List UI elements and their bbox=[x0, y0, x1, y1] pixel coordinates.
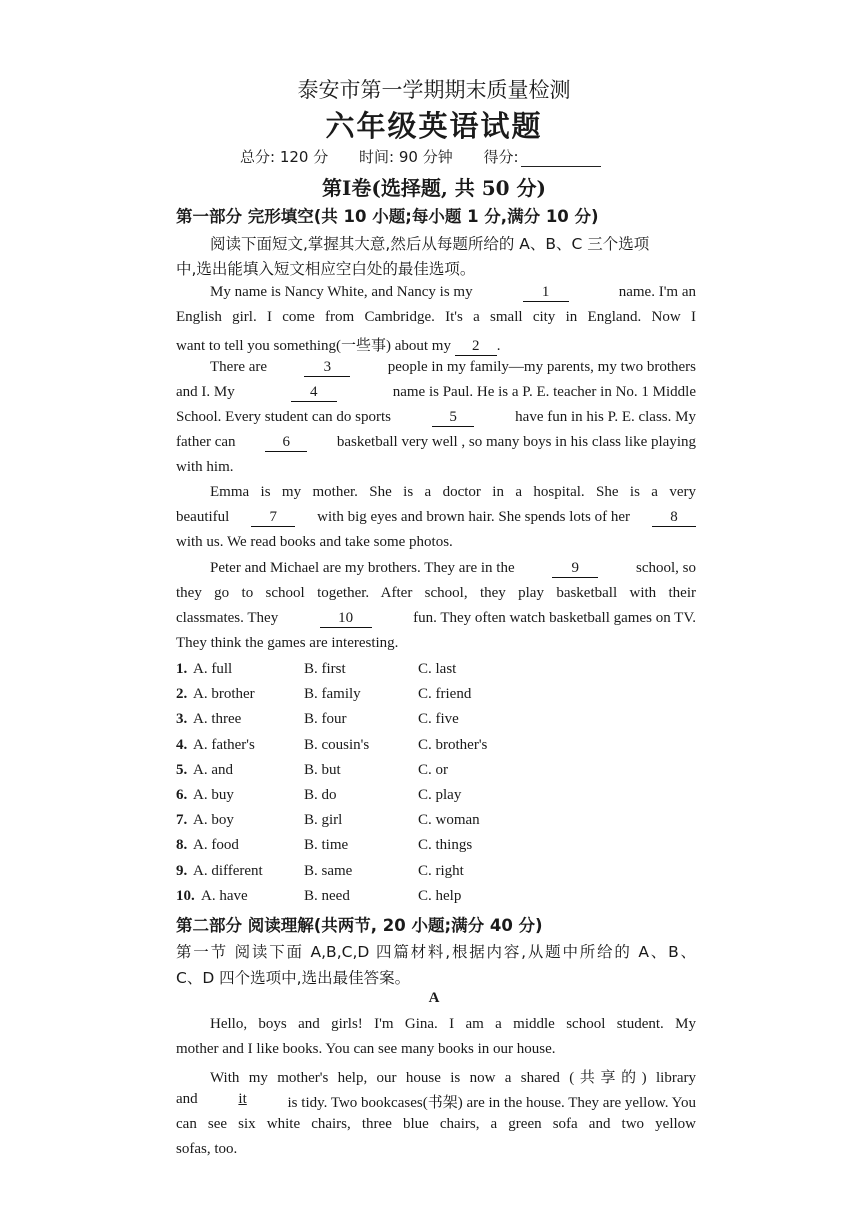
option-c[interactable]: C. brother's bbox=[418, 737, 488, 753]
p2-text: name is Paul. He is a P. E. teacher in No. 1 Middle bbox=[392, 384, 696, 400]
option-number: 5. bbox=[176, 762, 188, 778]
option-a[interactable]: A. boy bbox=[193, 812, 234, 828]
blank-10[interactable]: 10 bbox=[320, 610, 372, 628]
p3-text: beautiful bbox=[176, 509, 230, 525]
p4-text: classmates. They bbox=[176, 610, 279, 626]
blank-9[interactable]: 9 bbox=[552, 560, 598, 578]
option-c[interactable]: C. friend bbox=[418, 686, 472, 702]
option-a[interactable]: A. full bbox=[193, 661, 233, 677]
p4-line2: they go to school together. After school, they play basketball with their bbox=[176, 585, 696, 601]
option-c[interactable]: C. last bbox=[418, 661, 457, 677]
p2-text: School. Every student can do sports bbox=[176, 409, 391, 425]
p1-line3 bbox=[176, 334, 500, 356]
exam-title: 泰安市第一学期期末质量检测 bbox=[297, 78, 571, 102]
option-number: 4. bbox=[176, 737, 188, 753]
blank-6[interactable]: 6 bbox=[265, 434, 307, 452]
passage-a-line4 bbox=[176, 1091, 696, 1112]
p2-text: and I. My bbox=[176, 384, 235, 400]
option-a[interactable]: A. and bbox=[193, 762, 233, 778]
section1-instruction-line2: C、D 四个选项中,选出最佳答案。 bbox=[176, 969, 411, 987]
option-c[interactable]: C. right bbox=[418, 863, 464, 879]
p2-text: basketball very well , so many boys in his class like playing bbox=[336, 434, 696, 450]
p3-line2 bbox=[176, 509, 696, 527]
passage-text: is tidy. Two bookcases(书架) are in the house. They are yellow. You bbox=[287, 1095, 696, 1111]
p2-line3 bbox=[176, 409, 696, 427]
option-c[interactable]: C. five bbox=[418, 711, 459, 727]
p4-text: school, so bbox=[635, 560, 696, 576]
p4-line3 bbox=[176, 610, 696, 628]
part1-instruction-line1: 阅读下面短文,掌握其大意,然后从每题所给的 A、B、C 三个选项 bbox=[210, 235, 650, 253]
option-b[interactable]: B. family bbox=[304, 686, 361, 702]
time-limit: 时间: 90 分钟 bbox=[359, 148, 453, 166]
p2-text: people in my family—my parents, my two brothers bbox=[387, 359, 696, 375]
option-number: 9. bbox=[176, 863, 188, 879]
option-a[interactable]: A. three bbox=[193, 711, 242, 727]
option-b[interactable]: B. need bbox=[304, 888, 350, 904]
option-number: 1. bbox=[176, 661, 188, 677]
option-b[interactable]: B. cousin's bbox=[304, 737, 370, 753]
option-number: 8. bbox=[176, 837, 188, 853]
option-c[interactable]: C. play bbox=[418, 787, 462, 803]
p2-line4 bbox=[176, 434, 696, 452]
blank-7[interactable]: 7 bbox=[251, 509, 295, 527]
p4-line1 bbox=[210, 560, 696, 578]
part2-heading: 第二部分 阅读理解(共两节, 20 小题;满分 40 分) bbox=[176, 916, 543, 935]
p1-text: My name is Nancy White, and Nancy is my bbox=[210, 284, 473, 300]
option-c[interactable]: C. woman bbox=[418, 812, 480, 828]
option-a[interactable]: A. brother bbox=[193, 686, 255, 702]
option-a[interactable]: A. different bbox=[193, 863, 263, 879]
section1-instruction-line1: 第一节 阅读下面 A,B,C,D 四篇材料,根据内容,从题中所给的 A、B、 bbox=[176, 943, 696, 961]
blank-3[interactable]: 3 bbox=[304, 359, 350, 377]
p4-text: fun. They often watch basketball games on TV. bbox=[413, 610, 696, 626]
p1-text: name. I'm an bbox=[618, 284, 696, 300]
score-label: 得分: bbox=[483, 148, 519, 166]
option-number: 6. bbox=[176, 787, 188, 803]
option-b[interactable]: B. time bbox=[304, 837, 349, 853]
blank-8[interactable]: 8 bbox=[652, 509, 696, 527]
p3-line3: with us. We read books and take some photos. bbox=[176, 534, 453, 550]
option-b[interactable]: B. but bbox=[304, 762, 341, 778]
option-a[interactable]: A. food bbox=[193, 837, 239, 853]
p1-line1 bbox=[210, 284, 696, 302]
option-a[interactable]: A. buy bbox=[193, 787, 234, 803]
p2-line1 bbox=[210, 359, 696, 377]
p1-text: want to tell you something(一些事) about my bbox=[176, 338, 451, 354]
option-b[interactable]: B. girl bbox=[304, 812, 343, 828]
option-b[interactable]: B. first bbox=[304, 661, 346, 677]
p1-line2: English girl. I come from Cambridge. It's a small city in England. Now I bbox=[176, 309, 696, 325]
option-number: 2. bbox=[176, 686, 188, 702]
blank-2[interactable]: 2 bbox=[455, 338, 497, 356]
option-b[interactable]: B. same bbox=[304, 863, 353, 879]
blank-4[interactable]: 4 bbox=[291, 384, 337, 402]
total-score: 总分: 120 分 bbox=[240, 148, 329, 166]
underlined-word: it bbox=[238, 1091, 247, 1107]
option-a[interactable]: A. father's bbox=[193, 737, 255, 753]
option-number: 10. bbox=[176, 888, 195, 904]
p2-text: There are bbox=[210, 359, 268, 375]
option-number: 7. bbox=[176, 812, 188, 828]
part1-instruction-line2: 中,选出能填入短文相应空白处的最佳选项。 bbox=[176, 260, 476, 278]
p4-text: Peter and Michael are my brothers. They are in the bbox=[210, 560, 515, 576]
blank-5[interactable]: 5 bbox=[432, 409, 474, 427]
passage-a-line6: sofas, too. bbox=[176, 1141, 238, 1157]
option-b[interactable]: B. do bbox=[304, 787, 337, 803]
option-c[interactable]: C. things bbox=[418, 837, 473, 853]
p3-text: with big eyes and brown hair. She spends lots of her bbox=[317, 509, 631, 525]
exam-meta bbox=[240, 146, 627, 167]
part1-heading: 第一部分 完形填空(共 10 小题;每小题 1 分,满分 10 分) bbox=[176, 207, 599, 226]
volume-heading: 第Ⅰ卷(选择题, 共 50 分) bbox=[322, 176, 546, 200]
blank-1[interactable]: 1 bbox=[523, 284, 569, 302]
p2-text: father can bbox=[176, 434, 236, 450]
option-c[interactable]: C. help bbox=[418, 888, 462, 904]
p4-line4: They think the games are interesting. bbox=[176, 635, 399, 651]
option-number: 3. bbox=[176, 711, 188, 727]
passage-a-line5: can see six white chairs, three blue chairs, a green sofa and two yellow bbox=[176, 1116, 696, 1132]
option-c[interactable]: C. or bbox=[418, 762, 448, 778]
passage-text: and bbox=[176, 1091, 198, 1107]
p2-line5: with him. bbox=[176, 459, 234, 475]
passage-a-line2: mother and I like books. You can see many books in our house. bbox=[176, 1041, 556, 1057]
score-blank[interactable] bbox=[521, 150, 601, 167]
passage-a-label: A bbox=[428, 990, 440, 1006]
p3-line1: Emma is my mother. She is a doctor in a hospital. She is a very bbox=[210, 484, 696, 500]
passage-a-line3: With my mother's help, our house is now a shared (共享的) library bbox=[210, 1070, 696, 1086]
passage-a-line1: Hello, boys and girls! I'm Gina. I am a middle school student. My bbox=[210, 1016, 696, 1032]
p2-line2 bbox=[176, 384, 696, 402]
p1-text: . bbox=[496, 338, 501, 354]
option-a[interactable]: A. have bbox=[201, 888, 248, 904]
exam-subtitle: 六年级英语试题 bbox=[325, 109, 543, 143]
option-b[interactable]: B. four bbox=[304, 711, 347, 727]
p2-text: have fun in his P. E. class. My bbox=[515, 409, 696, 425]
